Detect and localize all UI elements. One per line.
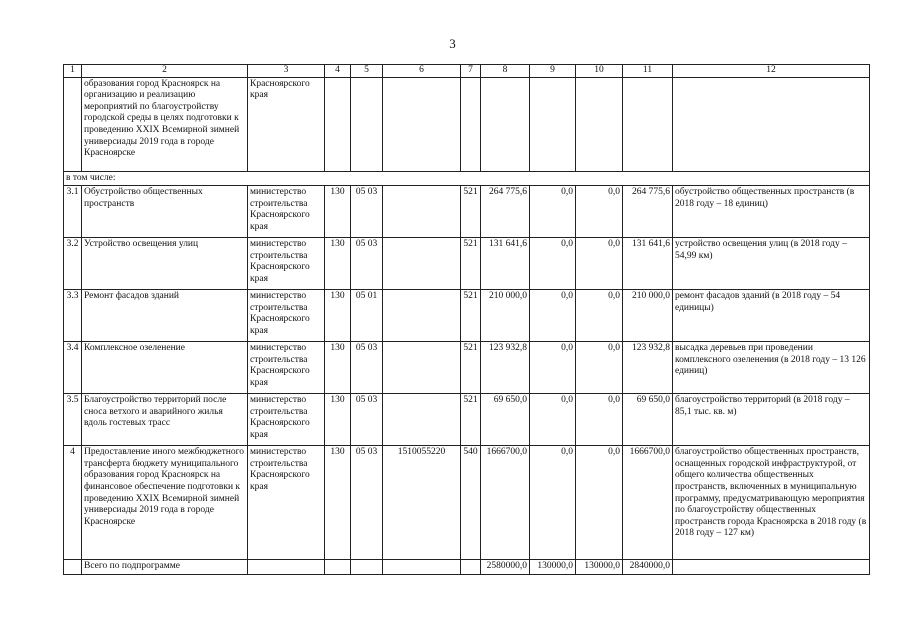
row-value-total: 210 000,0 <box>623 290 673 342</box>
empty-cell <box>461 560 481 575</box>
row-value-2020: 0,0 <box>576 186 623 238</box>
row-code-gp: 130 <box>325 394 351 446</box>
row-code-type: 521 <box>461 186 481 238</box>
row-code-gp: 130 <box>325 186 351 238</box>
row-code-target <box>383 186 461 238</box>
row-ministry: министерство строительства Красноярского края <box>248 394 325 446</box>
total-c10: 130000,0 <box>576 560 623 575</box>
continuation-num <box>64 77 82 171</box>
row-result: благоустройство территорий (в 2018 году – 85,1 тыс. кв. м) <box>673 394 870 446</box>
empty-cell <box>325 77 351 171</box>
total-c8: 2580000,0 <box>481 560 530 575</box>
row-ministry: министерство строительства Красноярского края <box>248 238 325 290</box>
col-header-10: 10 <box>576 65 623 78</box>
row-value-2018: 123 932,8 <box>481 342 530 394</box>
row-code-type: 521 <box>461 238 481 290</box>
row-code-gp: 130 <box>325 342 351 394</box>
col-header-9: 9 <box>530 65 576 78</box>
row-number: 3.2 <box>64 238 82 290</box>
row-code-section: 05 03 <box>351 238 383 290</box>
empty-cell <box>576 77 623 171</box>
continuation-name: образования город Красноярск на организацию и реализацию мероприятий по благоустройству городской среды в целях подготовки к проведению XXIX Всемирной зимней универсиады 2019 года в городе Красноярске <box>82 77 248 171</box>
row-code-target <box>383 394 461 446</box>
row-value-2018: 69 650,0 <box>481 394 530 446</box>
row-value-2019: 0,0 <box>530 394 576 446</box>
row-name: Предоставление иного межбюджетного трансферта бюджету муниципального образования город Красноярск на финансовое обеспечение подготовки к проведению XXIX Всемирной зимней универсиады 2019 года в городе Красноярске <box>82 446 248 560</box>
row-code-target <box>383 290 461 342</box>
page-number: 3 <box>449 36 456 51</box>
col-header-7: 7 <box>461 65 481 78</box>
row-value-2018: 264 775,6 <box>481 186 530 238</box>
continuation-row <box>64 77 870 171</box>
empty-cell <box>481 77 530 171</box>
row-value-total: 123 932,8 <box>623 342 673 394</box>
empty-cell <box>673 560 870 575</box>
row-number: 3.4 <box>64 342 82 394</box>
subheading-text: в том числе: <box>64 171 870 186</box>
row-result: устройство освещения улиц (в 2018 году – 54,99 км) <box>673 238 870 290</box>
empty-cell <box>461 77 481 171</box>
row-value-2020: 0,0 <box>576 446 623 560</box>
row-code-section: 05 03 <box>351 186 383 238</box>
empty-cell <box>325 560 351 575</box>
empty-cell <box>383 77 461 171</box>
total-c11: 2840000,0 <box>623 560 673 575</box>
table-body <box>64 65 870 575</box>
table-row <box>64 186 870 238</box>
row-code-gp: 130 <box>325 290 351 342</box>
row-code-type: 540 <box>461 446 481 560</box>
col-header-4: 4 <box>325 65 351 78</box>
table-row <box>64 290 870 342</box>
row-name: Обустройство общественных пространств <box>82 186 248 238</box>
program-table <box>63 64 870 575</box>
col-header-1: 1 <box>64 65 82 78</box>
total-row <box>64 560 870 575</box>
row-code-section: 05 03 <box>351 446 383 560</box>
row-value-2020: 0,0 <box>576 394 623 446</box>
row-value-2019: 0,0 <box>530 342 576 394</box>
row-ministry: министерство строительства Красноярского края <box>248 186 325 238</box>
subheading-row <box>64 171 870 186</box>
row-value-2020: 0,0 <box>576 290 623 342</box>
col-header-5: 5 <box>351 65 383 78</box>
row-value-2019: 0,0 <box>530 186 576 238</box>
row-value-2019: 0,0 <box>530 290 576 342</box>
row-value-total: 131 641,6 <box>623 238 673 290</box>
row-value-2020: 0,0 <box>576 238 623 290</box>
row-code-target <box>383 342 461 394</box>
empty-cell <box>64 560 82 575</box>
row-ministry: министерство строительства Красноярского края <box>248 446 325 560</box>
row-name: Благоустройство территорий после сноса ветхого и аварийного жилья вдоль гостевых трасс <box>82 394 248 446</box>
table-row <box>64 238 870 290</box>
row-result: обустройство общественных пространств (в 2018 году – 18 единиц) <box>673 186 870 238</box>
empty-cell <box>673 77 870 171</box>
row-value-2019: 0,0 <box>530 238 576 290</box>
col-header-8: 8 <box>481 65 530 78</box>
total-label: Всего по подпрограмме <box>82 560 248 575</box>
row-ministry: министерство строительства Красноярского края <box>248 290 325 342</box>
row-result: высадка деревьев при проведении комплексного озеленения (в 2018 году – 13 126 единиц) <box>673 342 870 394</box>
empty-cell <box>623 77 673 171</box>
empty-cell <box>383 560 461 575</box>
row-ministry: министерство строительства Красноярского края <box>248 342 325 394</box>
row-value-total: 69 650,0 <box>623 394 673 446</box>
empty-cell <box>248 560 325 575</box>
row-code-section: 05 01 <box>351 290 383 342</box>
row-code-target: 1510055220 <box>383 446 461 560</box>
total-c9: 130000,0 <box>530 560 576 575</box>
row-value-2018: 131 641,6 <box>481 238 530 290</box>
row-code-gp: 130 <box>325 446 351 560</box>
row-code-type: 521 <box>461 342 481 394</box>
row-number: 3.5 <box>64 394 82 446</box>
col-header-11: 11 <box>623 65 673 78</box>
row-name: Устройство освещения улиц <box>82 238 248 290</box>
row-number: 4 <box>64 446 82 560</box>
row-code-type: 521 <box>461 394 481 446</box>
table-row <box>64 342 870 394</box>
col-header-12: 12 <box>673 65 870 78</box>
row-result: ремонт фасадов зданий (в 2018 году – 54 единицы) <box>673 290 870 342</box>
empty-cell <box>351 77 383 171</box>
row-name: Комплексное озеленение <box>82 342 248 394</box>
table-row <box>64 394 870 446</box>
row-number: 3.3 <box>64 290 82 342</box>
row-code-gp: 130 <box>325 238 351 290</box>
col-header-6: 6 <box>383 65 461 78</box>
col-header-3: 3 <box>248 65 325 78</box>
row-value-2018: 1666700,0 <box>481 446 530 560</box>
row-value-2018: 210 000,0 <box>481 290 530 342</box>
row-value-2019: 0,0 <box>530 446 576 560</box>
row-value-2020: 0,0 <box>576 342 623 394</box>
empty-cell <box>530 77 576 171</box>
row-code-section: 05 03 <box>351 342 383 394</box>
row-result: благоустройство общественных пространств, оснащенных городской инфраструктурой, от общего количества общественных пространств, включенных в муниципальную программу, предусматривающую мероприятия по благоустройству общественных пространств города Красноярска в 2018 году (в 2018 году – 127 км) <box>673 446 870 560</box>
row-name: Ремонт фасадов зданий <box>82 290 248 342</box>
col-header-2: 2 <box>82 65 248 78</box>
row-number: 3.1 <box>64 186 82 238</box>
table-row <box>64 446 870 560</box>
column-number-row <box>64 65 870 78</box>
row-value-total: 1666700,0 <box>623 446 673 560</box>
row-code-section: 05 03 <box>351 394 383 446</box>
row-code-type: 521 <box>461 290 481 342</box>
row-code-target <box>383 238 461 290</box>
empty-cell <box>351 560 383 575</box>
row-value-total: 264 775,6 <box>623 186 673 238</box>
continuation-ministry: Красноярского края <box>248 77 325 171</box>
